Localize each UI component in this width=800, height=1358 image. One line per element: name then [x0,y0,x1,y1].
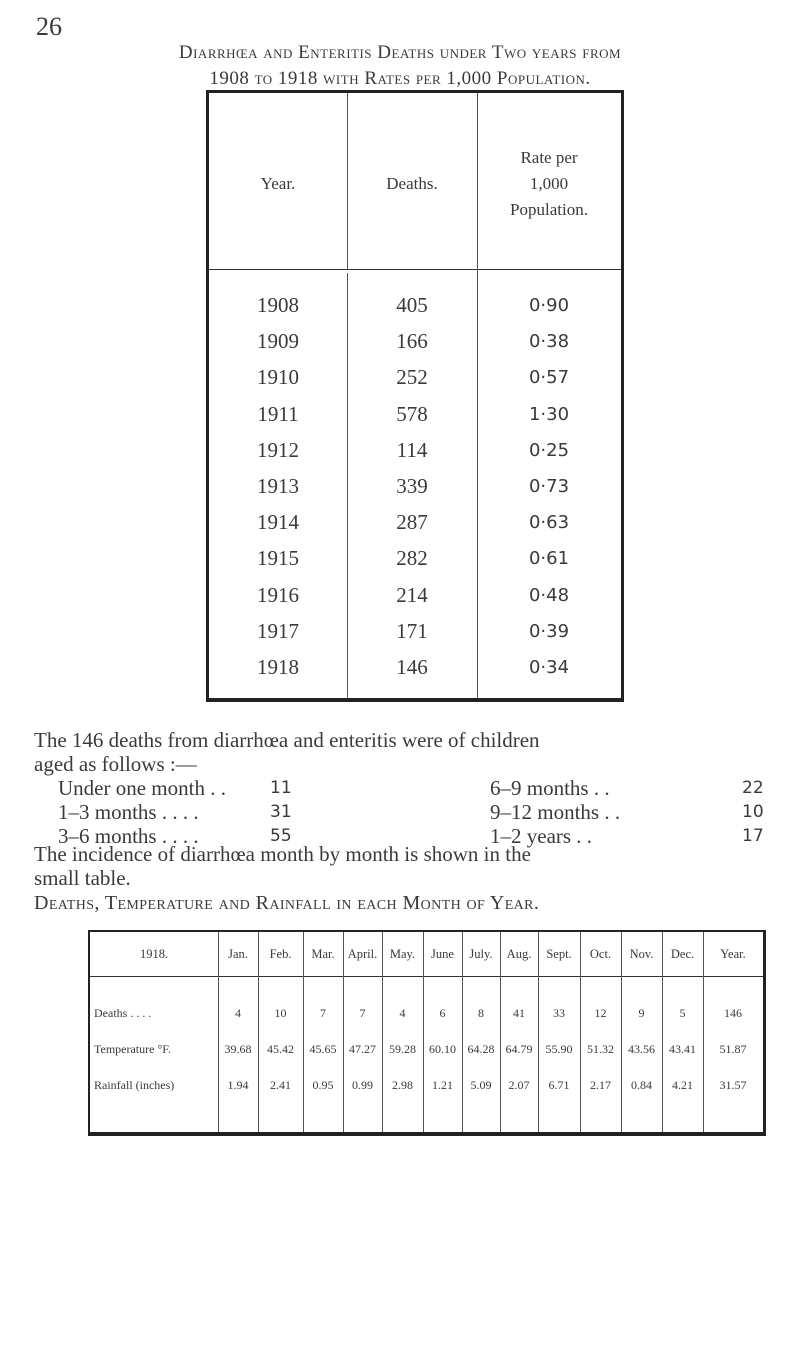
header-rate-line: 1,000 [529,174,569,193]
header-rate [477,145,621,223]
data-cell: 1.94 [227,1078,249,1092]
data-cell: 0.95 [312,1078,334,1092]
header-deaths: Deaths. [386,174,438,193]
data-cell: 9 [638,1006,645,1020]
data-cell: 2.98 [392,1078,413,1092]
age-label: 9–12 months . . [490,800,621,824]
data-cell: 5.09 [470,1078,492,1092]
data-cell: 47.27 [349,1042,376,1056]
data-cell: 43.56 [628,1042,655,1056]
deaths-cell: 252 [396,365,428,390]
data-cell: 45.65 [309,1042,337,1056]
age-label: 6–9 months . . [490,776,610,800]
year-cell: 1914 [257,510,299,535]
header-cell: Feb. [269,947,292,961]
data-cell: 39.68 [224,1042,252,1056]
column-divider [382,932,383,1132]
column-divider [662,932,663,1132]
page-title-line-1: Diarrhœa and Enteritis Deaths under Two years from [178,42,622,63]
data-cell: 59.28 [389,1042,416,1056]
year-cell: 1917 [257,618,299,643]
column-divider [621,932,622,1132]
year-cell: 1912 [257,437,299,462]
deaths-cell: 405 [396,293,428,317]
data-cell: 0.99 [352,1078,373,1092]
paragraph-incidence [34,842,774,890]
row-label: Temperature °F. [94,1042,171,1056]
page-title-line-2: 1908 to 1918 with Rates per 1,000 Population. [209,68,591,89]
rate-cell: 0·39 [528,620,570,642]
header-cell: Nov. [629,947,654,961]
deaths-cell: 282 [396,546,428,571]
rate-cell: 0·57 [528,367,570,389]
rate-cell: 1·30 [528,403,570,425]
deaths-cell: 339 [396,474,428,498]
data-cell: 33 [553,1006,565,1020]
deaths-cell: 166 [396,329,428,354]
column-divider [580,932,581,1132]
data-cell: 43.41 [669,1042,696,1056]
rate-cell: 0·38 [528,331,570,353]
data-cell: 146 [724,1006,742,1020]
column-divider [462,932,463,1132]
paragraph-line: The incidence of diarrhœa month by month is shown in the [34,842,531,866]
data-cell: 7 [320,1006,326,1020]
age-label: 1–2 years . . [490,824,593,848]
column-divider [303,932,304,1132]
data-cell: 0.84 [631,1078,652,1092]
deaths-cell: 214 [396,582,428,607]
data-cell: 55.90 [545,1042,573,1056]
data-cell: 31.57 [719,1078,747,1092]
year-cell: 1909 [257,329,299,354]
header-cell: April. [347,947,378,961]
rate-cell: 0·90 [528,295,570,316]
year-cell: 1908 [257,293,299,317]
column-divider [538,932,539,1132]
rate-cell: 0·48 [528,584,570,606]
header-rate-line: Rate per [520,148,578,167]
rate-cell: 0·25 [528,439,570,461]
header-cell: Jan. [228,947,248,961]
data-cell: 10 [274,1006,287,1020]
deaths-cell: 578 [396,401,428,426]
year-cell: 1918 [257,655,299,679]
column-divider [500,932,501,1132]
table-header [209,93,621,270]
year-cell: 1910 [257,365,299,390]
column-divider [423,932,424,1132]
data-cell: 4 [235,1006,241,1020]
age-label: 1–3 months . . . . [58,800,199,824]
data-cell: 5 [679,1006,686,1020]
rate-cell: 0·61 [528,548,570,570]
age-value: 55 [270,826,292,846]
deaths-cell: 146 [396,655,428,679]
rate-cell: 0·34 [528,657,570,678]
paragraph-line: small table. [34,866,131,890]
data-cell: 2.07 [508,1078,530,1092]
header-cell: 1918. [139,947,169,961]
deaths-cell: 171 [396,618,428,643]
age-label: Under one month . . [58,776,226,800]
data-cell: 6 [439,1006,446,1020]
header-cell: Mar. [311,947,335,961]
data-cell: 2.41 [270,1078,291,1092]
row-label: Deaths . . . . [94,1006,152,1020]
monthly-table-heading: Deaths, Temperature and Rainfall in each Month of Year. [34,892,540,914]
data-cell: 12 [594,1006,607,1020]
page-number: 26 [36,12,62,41]
header-cell: Year. [720,947,746,961]
data-cell: 8 [478,1006,484,1020]
data-cell: 6.71 [548,1078,570,1092]
age-value: 11 [270,778,292,798]
monthly-table [88,930,766,1136]
table-row [209,655,621,699]
rate-cell: 0·63 [528,512,570,534]
header-year: Year. [260,174,296,193]
rate-cell: 0·73 [528,476,570,497]
column-divider [343,932,344,1132]
deaths-cell: 114 [396,437,428,462]
data-cell: 64.28 [467,1042,495,1056]
header-rate-line: Population. [510,200,588,219]
header-cell: Dec. [670,947,695,961]
header-cell: May. [389,947,416,961]
data-cell: 4.21 [672,1078,693,1092]
year-cell: 1911 [257,401,299,426]
column-divider [703,932,704,1132]
age-value: 31 [270,802,292,822]
year-cell: 1915 [257,546,299,571]
data-cell: 51.32 [587,1042,614,1056]
paragraph-line: The 146 deaths from diarrhœa and enteritis were of children [34,728,540,752]
column-divider [218,932,219,1132]
data-cell: 7 [359,1006,366,1020]
age-value: 17 [742,826,764,846]
year-cell: 1916 [257,582,299,607]
data-cell: 41 [513,1006,525,1020]
deaths-cell: 287 [396,510,428,535]
column-divider [258,932,259,1132]
header-cell: Sept. [546,947,572,961]
age-value: 22 [742,778,764,798]
data-cell: 51.87 [719,1042,747,1056]
year-cell: 1913 [257,474,299,498]
header-cell: Oct. [589,947,612,961]
header-cell: July. [469,947,493,961]
header-cell: Aug. [506,947,532,961]
deaths-rates-table [206,90,624,702]
data-cell: 1.21 [432,1078,453,1092]
data-cell: 60.10 [429,1042,456,1056]
age-label: 3–6 months . . . . [58,824,199,848]
row-label: Rainfall (inches) [94,1078,175,1092]
data-cell: 4 [399,1006,406,1020]
age-value: 10 [742,802,764,822]
data-cell: 64.79 [505,1042,533,1056]
data-cell: 2.17 [590,1078,611,1092]
column-divider [347,93,348,269]
paragraph-line: aged as follows :— [34,752,197,776]
paragraph-ages [34,728,774,776]
data-cell: 45.42 [267,1042,294,1056]
header-cell: June [431,947,454,961]
